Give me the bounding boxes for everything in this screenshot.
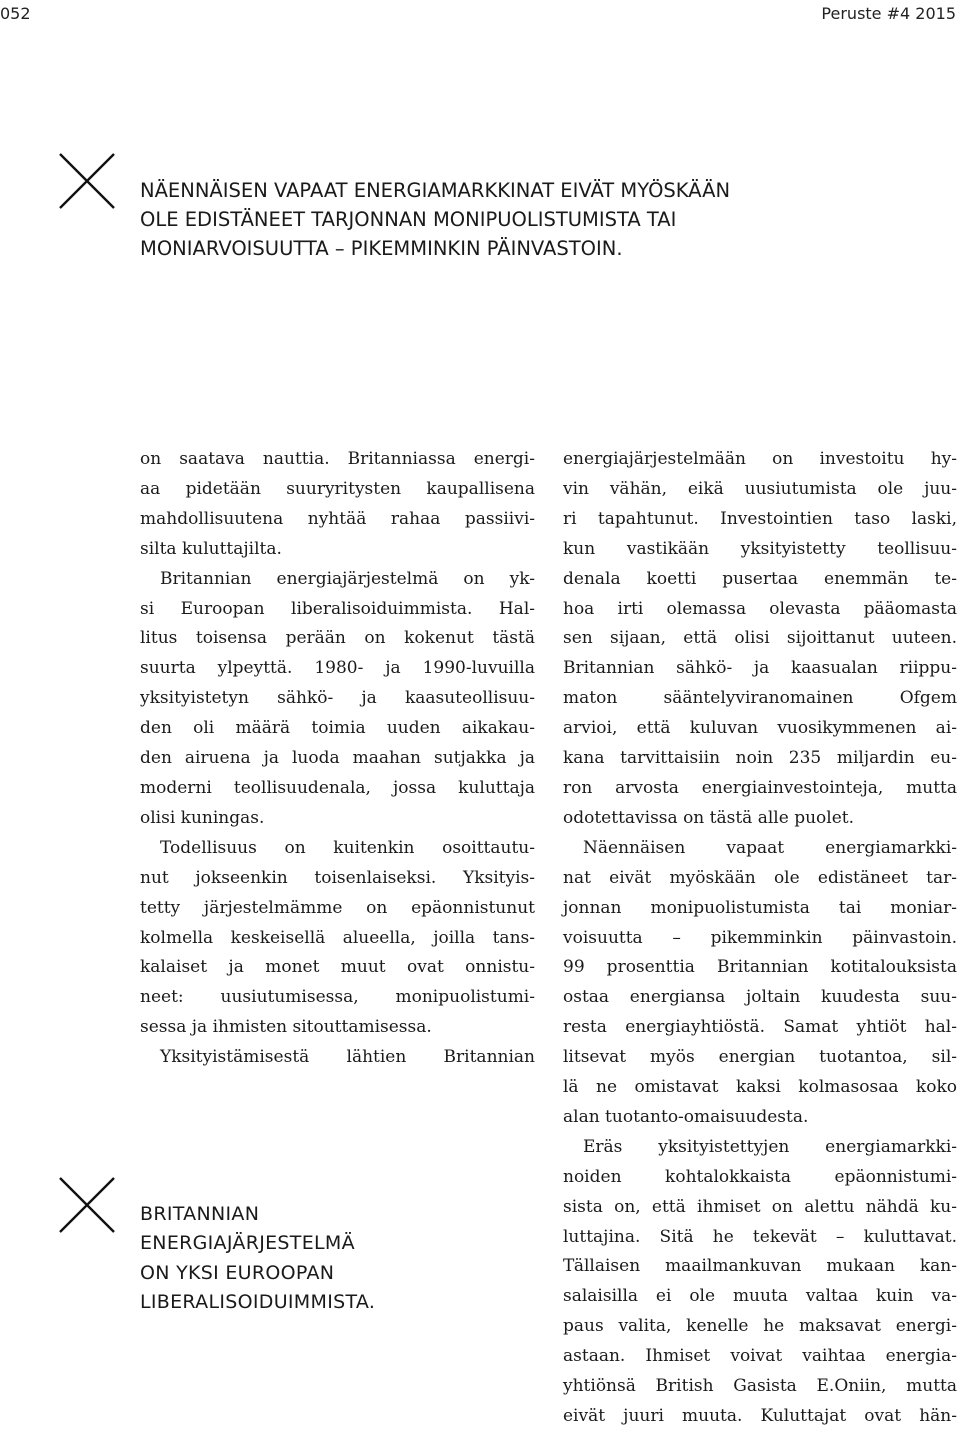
body-line: nat eivät myöskään ole edistäneet tar- — [563, 867, 957, 888]
body-line: sessa ja ihmisten sitouttamisessa. — [140, 1017, 432, 1038]
body-column-right — [563, 445, 957, 1432]
pull-quote-line: MONIARVOISUUTTA – PIKEMMINKIN PÄINVASTOIN. — [140, 237, 623, 260]
body-line: Britannian energiajärjestelmä on yk- — [160, 568, 535, 589]
body-line: on saatava nauttia. Britanniassa energi- — [140, 449, 535, 469]
body-line: Todellisuus on kuitenkin osoittautu- — [160, 837, 535, 858]
body-line: maton sääntelyviranomainen Ofgem — [563, 688, 957, 709]
body-line: Yksityistämisestä lähtien Britannian — [160, 1047, 535, 1068]
pull-quote-line: NÄENNÄISEN VAPAAT ENERGIAMARKKINAT EIVÄT MYÖSKÄÄN — [140, 179, 731, 202]
body-line: moderni teollisuudenala, jossa kuluttaja — [140, 777, 535, 798]
body-line: paus valita, kenelle he maksavat energi- — [563, 1316, 957, 1337]
body-line: noiden kohtalokkaista epäonnistumi- — [563, 1166, 957, 1187]
body-line: den airuena ja luoda maahan sutjakka ja — [140, 748, 535, 769]
pull-quote-line: OLE EDISTÄNEET TARJONNAN MONIPUOLISTUMISTA TAI — [140, 208, 677, 231]
body-line: kolmella keskeisellä alueella, joilla tans- — [140, 927, 535, 948]
issue-label: Peruste #4 2015 — [821, 4, 956, 23]
pull-quote-bottom — [140, 1200, 500, 1318]
body-line: alan tuotanto-omaisuudesta. — [563, 1106, 809, 1127]
body-line: suurta ylpeyttä. 1980- ja 1990-luvuilla — [140, 658, 535, 679]
body-line: energiajärjestelmään on investoitu hy- — [563, 449, 957, 469]
body-line: olisi kuningas. — [140, 807, 265, 828]
body-line: Näennäisen vapaat energiamarkki- — [583, 837, 957, 858]
body-line: odotettavissa on tästä alle puolet. — [563, 807, 854, 828]
body-column-left — [140, 445, 535, 1073]
body-line: tetty järjestelmämme on epäonnistunut — [140, 897, 535, 918]
body-line: salaisilla ei ole muuta valtaa kuin va- — [563, 1286, 957, 1307]
body-line: eivät juuri muuta. Kuluttajat ovat hän- — [563, 1406, 957, 1426]
body-line: resta energiayhtiöstä. Samat yhtiöt hal- — [563, 1017, 957, 1038]
body-line: astaan. Ihmiset voivat vaihtaa energia- — [563, 1346, 957, 1367]
body-line: litus toisensa perään on kokenut tästä — [140, 628, 535, 649]
cross-mark-icon — [58, 152, 116, 210]
body-line: nut jokseenkin toisenlaiseksi. Yksityis- — [140, 867, 535, 888]
body-line: sen sijaan, että olisi sijoittanut uuteen. — [563, 628, 957, 649]
page-number: 052 — [0, 4, 31, 23]
body-line: Eräs yksityistettyjen energiamarkki- — [583, 1136, 957, 1157]
pull-quote-line: BRITANNIAN — [140, 1203, 260, 1225]
body-line: silta kuluttajilta. — [140, 538, 282, 559]
body-line: kun vastikään yksityistetty teollisuu- — [563, 538, 957, 559]
body-line: jonnan monipuolistumista tai moniar- — [563, 897, 957, 918]
body-line: ron arvosta energiainvestointeja, mutta — [563, 777, 957, 798]
body-line: luttajina. Sitä he tekevät – kuluttavat. — [563, 1226, 957, 1247]
cross-mark-icon — [58, 1176, 116, 1234]
body-line: sista on, että ihmiset on alettu nähdä ku- — [563, 1196, 957, 1217]
body-line: ri tapahtunut. Investointien taso laski, — [563, 508, 957, 529]
body-line: neet: uusiutumisessa, monipuolistumi- — [140, 987, 535, 1008]
body-line: mahdollisuutena nyhtää rahaa passiivi- — [140, 508, 535, 529]
body-line: arvioi, että kuluvan vuosikymmenen ai- — [563, 718, 957, 739]
body-line: Britannian sähkö- ja kaasualan riippu- — [563, 658, 957, 679]
body-line: yhtiönsä British Gasista E.Oniin, mutta — [563, 1376, 957, 1397]
body-line: lä ne omistavat kaksi kolmasosaa koko — [563, 1077, 957, 1098]
body-line: yksityistetyn sähkö- ja kaasuteollisuu- — [140, 688, 535, 709]
body-line: den oli määrä toimia uuden aikakau- — [140, 718, 535, 739]
body-line: vin vähän, eikä uusiutumista ole juu- — [563, 478, 957, 499]
pull-quote-top — [140, 176, 930, 263]
body-line: 99 prosenttia Britannian kotitalouksista — [563, 957, 957, 978]
pull-quote-line: ENERGIAJÄRJESTELMÄ — [140, 1232, 355, 1255]
body-line: litsevat myös energian tuotantoa, sil- — [563, 1047, 957, 1068]
body-line: voisuutta – pikemminkin päinvastoin. — [563, 927, 957, 948]
body-line: aa pidetään suuryritysten kaupallisena — [140, 478, 535, 499]
body-line: hoa irti olemassa olevasta pääomasta — [563, 598, 957, 619]
body-line: denala koetti pusertaa enemmän te- — [563, 568, 957, 589]
body-line: kalaiset ja monet muut ovat onnistu- — [140, 957, 535, 978]
pull-quote-line: LIBERALISOIDUIMMISTA. — [140, 1291, 376, 1314]
body-line: Tällaisen maailmankuvan mukaan kan- — [563, 1256, 957, 1277]
body-line: si Euroopan liberalisoiduimmista. Hal- — [140, 598, 535, 619]
pull-quote-line: ON YKSI EUROOPAN — [140, 1261, 335, 1284]
body-line: ostaa energiansa joltain kuudesta suu- — [563, 987, 957, 1008]
body-line: kana tarvittaisiin noin 235 miljardin eu- — [563, 748, 957, 769]
